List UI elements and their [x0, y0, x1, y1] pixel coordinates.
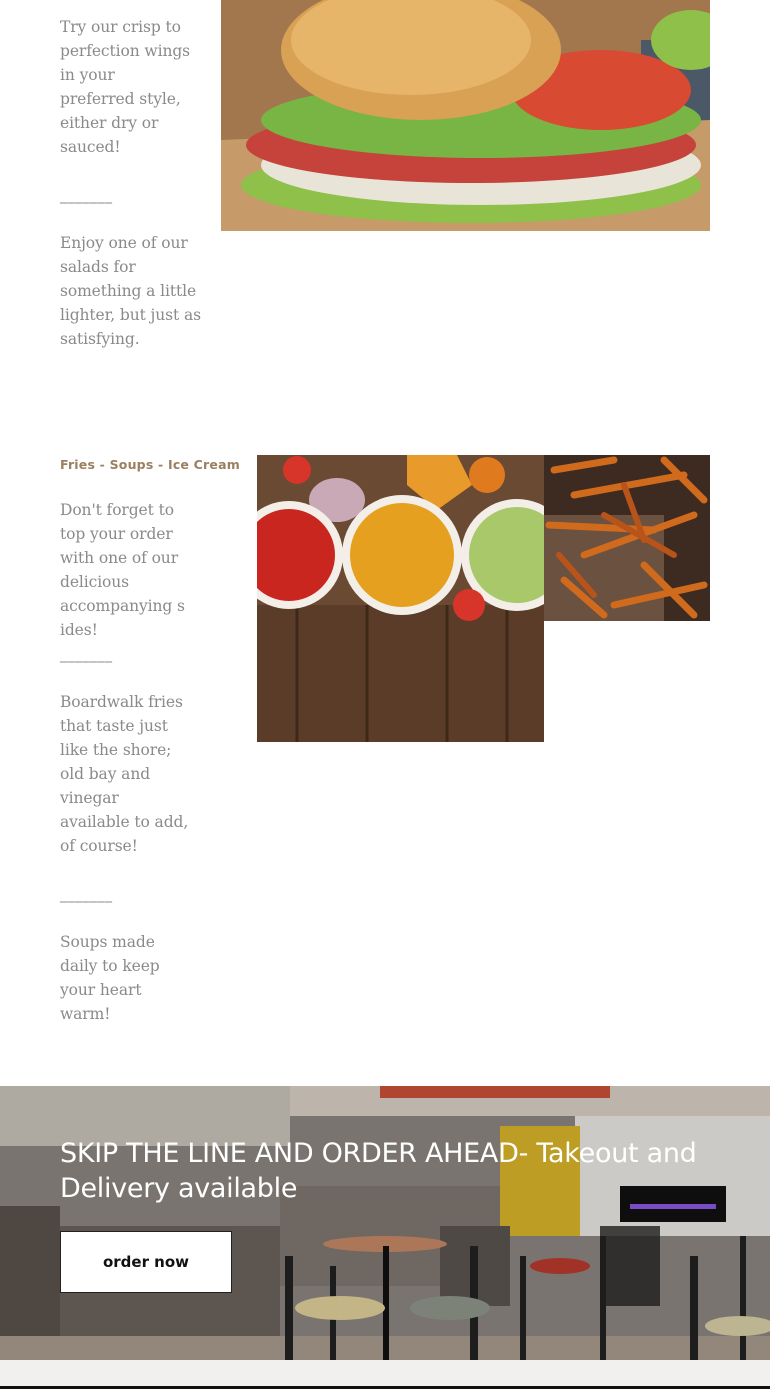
sandwich-photo: [221, 0, 710, 231]
order-now-button[interactable]: order now: [60, 1231, 232, 1293]
section-title-sides: Fries - Soups - Ice Cream: [60, 457, 240, 472]
hero-heading: SKIP THE LINE AND ORDER AHEAD- Takeout and Delivery available: [60, 1138, 697, 1204]
salads-description: Enjoy one of our salads for something a little lighter, but just as satisfying.: [60, 234, 201, 348]
fries-photo: [544, 455, 710, 621]
soups-description: Soups made daily to keep your heart warm!: [60, 933, 160, 1023]
order-ahead-hero: [0, 1086, 770, 1360]
divider: _______: [60, 647, 113, 663]
wings-description: Try our crisp to perfection wings in your preferred style, either dry or sauced!: [60, 18, 191, 156]
sides-intro: Don't forget to top your order with one of our delicious accompanying s ides!: [60, 501, 185, 639]
soups-photo: [257, 455, 544, 742]
footer-band: [0, 1360, 770, 1389]
restaurant-interior-photo: [0, 1086, 770, 1360]
divider: _______: [60, 188, 113, 204]
divider: _______: [60, 887, 113, 903]
fries-description: Boardwalk fries that taste just like the shore; old bay and vinegar available to add, of course!: [60, 693, 189, 855]
